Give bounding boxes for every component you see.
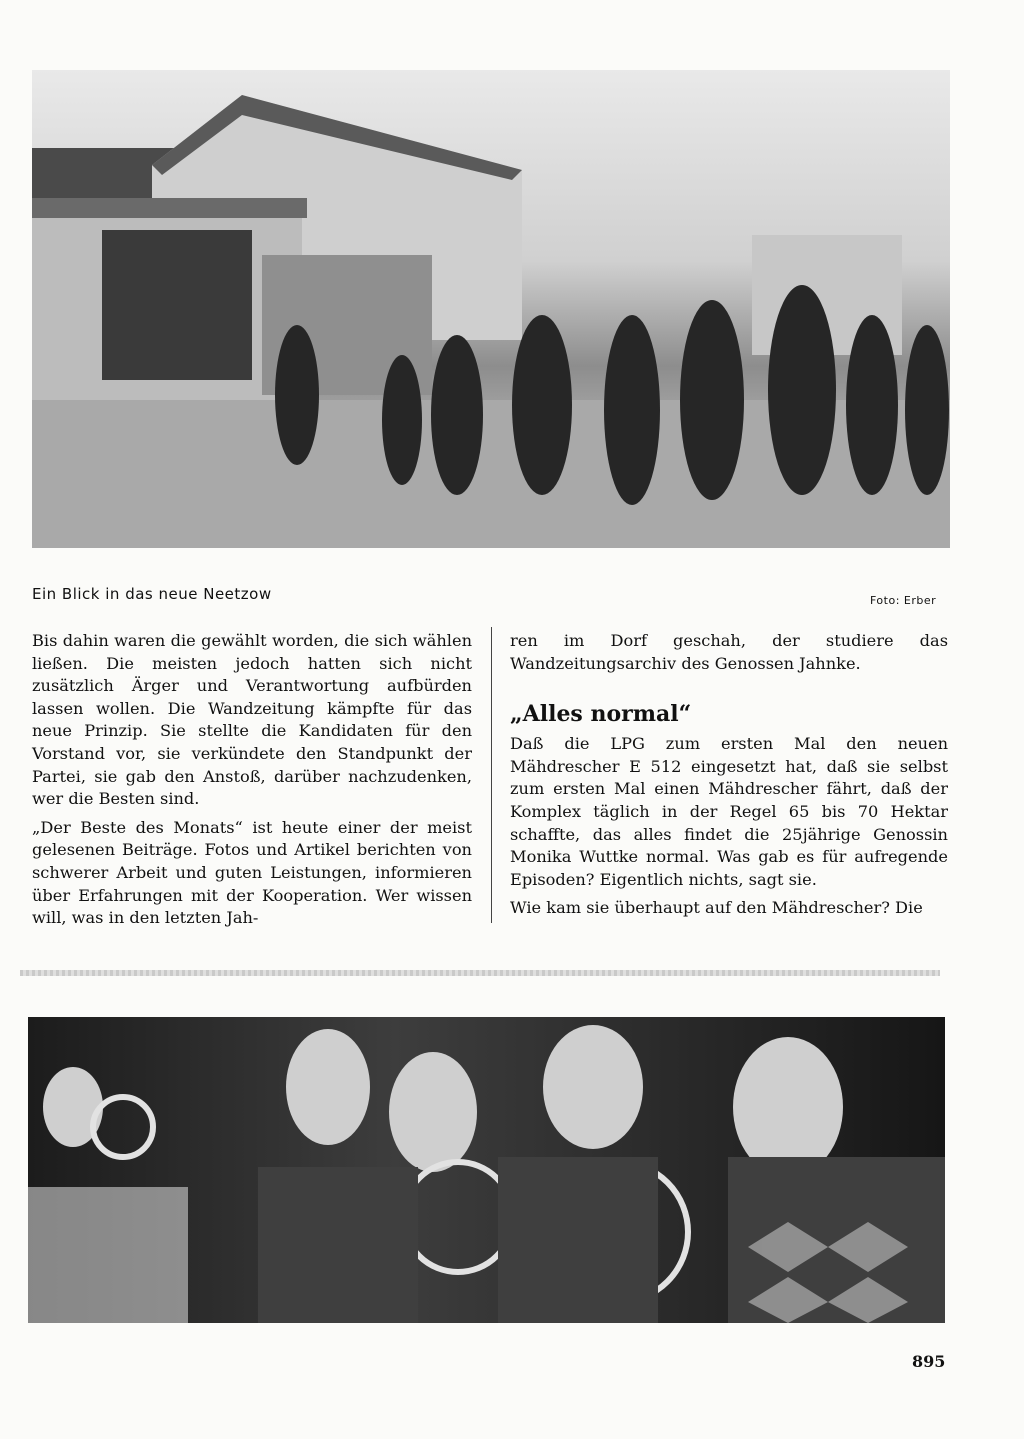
column-divider: [491, 627, 492, 923]
article-column-left: [32, 630, 472, 936]
horizontal-rule: [20, 970, 940, 976]
article-column-right: [510, 630, 948, 926]
photo-brass-band-image: [28, 1017, 945, 1323]
article-paragraph: Daß die LPG zum ersten Mal den neuen Mähdrescher E 512 eingesetzt hat, daß sie selbst zum ersten Mal einen Mähdrescher fährt, daß der Komplex täglich in der Regel 65 bis 70 Hektar schaffte, das alles findet die 25jährige Genossin Monika Wuttke normal. Was gab es für aufregende Episoden? Eigentlich nichts, sagt sie.: [510, 734, 948, 889]
section-heading: „Alles normal“: [510, 701, 692, 728]
photo-credit: Foto: Erber: [870, 594, 937, 607]
article-paragraph: Bis dahin waren die gewählt worden, die sich wählen ließen. Die meisten jedoch hatten sich nicht zusätzlich Ärger und Verantwortung aufbürden lassen wollen. Die Wandzeitung kämpfte für das neue Prinzip. Sie stellte die Kandidaten für den Vorstand vor, sie verkündete den Standpunkt der Partei, sie gab den Anstoß, darüber nachzudenken, wer die Besten sind.: [32, 631, 472, 809]
article-paragraph: „Der Beste des Monats“ ist heute einer der meist gelesenen Beiträge. Fotos und Artikel berichten von schwerer Arbeit und guten Leistungen, informieren über Erfahrungen mit der Kooperation. Wer wissen will, was in den letzten Jah-: [32, 817, 472, 928]
photo-caption: Ein Blick in das neue Neetzow: [32, 585, 272, 603]
photo-new-neetzow: [32, 70, 950, 548]
photo-new-neetzow-image: [32, 70, 950, 548]
article-paragraph: ren im Dorf geschah, der studiere das Wandzeitungsarchiv des Genossen Jahnke.: [510, 631, 948, 673]
photo-brass-band: [28, 1017, 945, 1323]
article-paragraph: Wie kam sie überhaupt auf den Mähdrescher? Die: [510, 898, 923, 918]
page-number: 895: [912, 1352, 946, 1371]
